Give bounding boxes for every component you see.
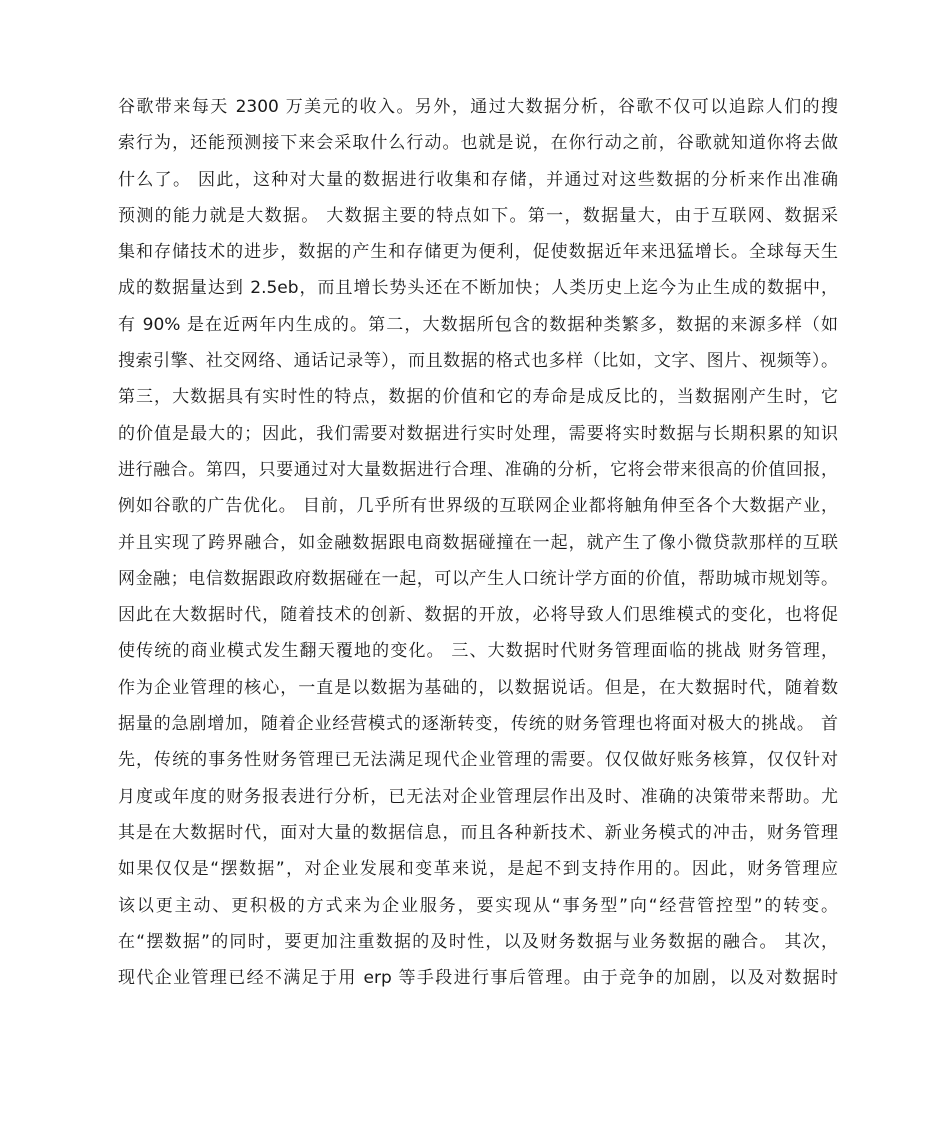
text-line: 成的数据量达到 2.5eb，而且增长势头还在不断加快；人类历史上迄今为止生成的数据中， (118, 278, 838, 299)
text-line: 第三，大数据具有实时性的特点，数据的价值和它的寿命是成反比的，当数据刚产生时，它 (118, 387, 838, 408)
text-line: 预测的能力就是大数据。 大数据主要的特点如下。第一，数据量大，由于互联网、数据采 (118, 205, 838, 226)
text-line: 先，传统的事务性财务管理已无法满足现代企业管理的需要。仅仅做好账务核算，仅仅针对 (118, 750, 838, 771)
text-line: 该以更主动、更积极的方式来为企业服务，要实现从“事务型”向“经营管控型”的转变。 (118, 895, 838, 916)
text-line: 什么了。 因此，这种对大量的数据进行收集和存储，并通过对这些数据的分析来作出准确 (118, 169, 838, 190)
text-line: 的价值是最大的；因此，我们需要对数据进行实时处理，需要将实时数据与长期积累的知识 (118, 423, 838, 444)
text-line: 搜索引擎、社交网络、通话记录等），而且数据的格式也多样（比如，文字、图片、视频等）。 (118, 351, 838, 372)
text-line: 因此在大数据时代，随着技术的创新、数据的开放，必将导致人们思维模式的变化，也将促 (118, 605, 838, 626)
text-line: 进行融合。第四，只要通过对大量数据进行合理、准确的分析，它将会带来很高的价值回报， (118, 459, 838, 480)
text-line: 其是在大数据时代，面对大量的数据信息，而且各种新技术、新业务模式的冲击，财务管理 (118, 822, 838, 843)
text-line: 在“摆数据”的同时，要更加注重数据的及时性，以及财务数据与业务数据的融合。 其次， (118, 931, 838, 952)
text-line: 例如谷歌的广告优化。 目前，几乎所有世界级的互联网企业都将触角伸至各个大数据产业， (118, 496, 838, 517)
text-line: 集和存储技术的进步，数据的产生和存储更为便利，促使数据近年来迅猛增长。全球每天生 (118, 242, 838, 263)
text-line: 谷歌带来每天 2300 万美元的收入。另外，通过大数据分析，谷歌不仅可以追踪人们的搜 (118, 97, 838, 117)
text-line: 有 90% 是在近两年内生成的。第二，大数据所包含的数据种类繁多，数据的来源多样（如 (118, 314, 838, 335)
text-line: 作为企业管理的核心，一直是以数据为基础的，以数据说话。但是，在大数据时代，随着数 (118, 677, 838, 698)
text-line: 现代企业管理已经不满足于用 erp 等手段进行事后管理。由于竞争的加剧，以及对数据时 (118, 968, 838, 989)
text-line: 索行为，还能预测接下来会采取什么行动。也就是说，在你行动之前，谷歌就知道你将去做 (118, 133, 838, 154)
body-text (118, 89, 838, 996)
text-line: 使传统的商业模式发生翻天覆地的变化。 三、大数据时代财务管理面临的挑战 财务管理， (118, 641, 838, 662)
text-line: 据量的急剧增加，随着企业经营模式的逐渐转变，传统的财务管理也将面对极大的挑战。 首 (118, 714, 838, 735)
text-line: 如果仅仅是“摆数据”，对企业发展和变革来说，是起不到支持作用的。因此，财务管理应 (118, 859, 838, 880)
text-line: 并且实现了跨界融合，如金融数据跟电商数据碰撞在一起，就产生了像小微贷款那样的互联 (118, 532, 838, 553)
text-line: 网金融；电信数据跟政府数据碰在一起，可以产生人口统计学方面的价值，帮助城市规划等。 (118, 568, 838, 589)
text-line: 月度或年度的财务报表进行分析，已无法对企业管理层作出及时、准确的决策带来帮助。尤 (118, 786, 838, 807)
